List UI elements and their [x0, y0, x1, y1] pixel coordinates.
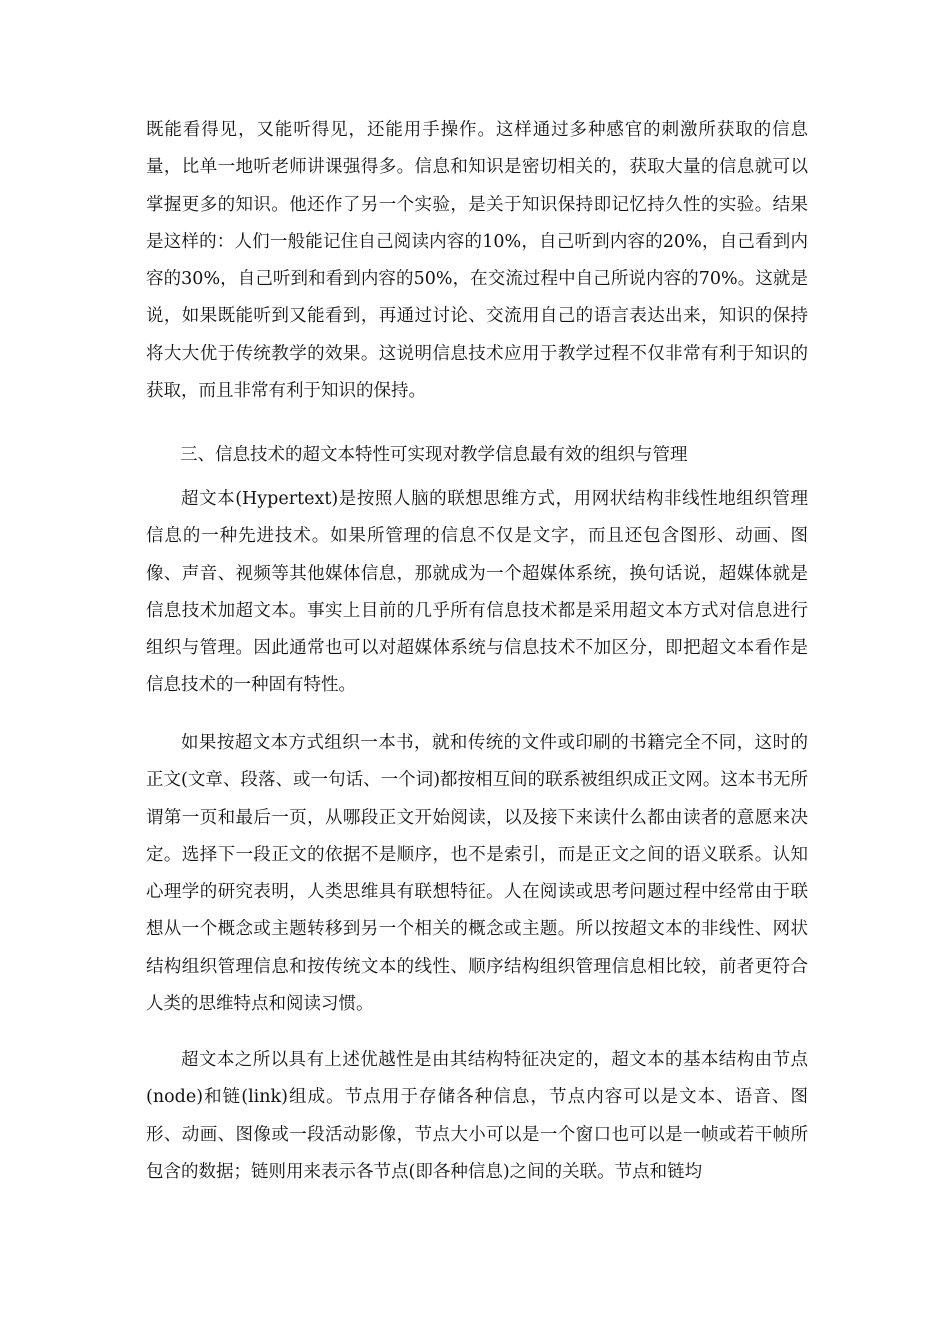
- body-paragraph-1: 既能看得见，又能听得见，还能用手操作。这样通过多种感官的刺激所获取的信息量，比单一地听老师讲课强得多。信息和知识是密切相关的，获取大量的信息就可以掌握更多的知识。他还作了另一个实验，是关于知识保持即记忆持久性的实验。结果是这样的：人们一般能记住自己阅读内容的10%，自己听到内容的20%，自己看到内容的30%，自己听到和看到内容的50%，在交流过程中自己所说内容的70%。这就是说，如果既能听到又能看到，再通过讨论、交流用自己的语言表达出来，知识的保持将大大优于传统教学的效果。这说明信息技术应用于教学过程不仅非常有利于知识的获取，而且非常有利于知识的保持。: [146, 120, 808, 402]
- body-paragraph-2: 超文本(Hypertext)是按照人脑的联想思维方式，用网状结构非线性地组织管理信息的一种先进技术。如果所管理的信息不仅是文字，而且还包含图形、动画、图像、声音、视频等其他媒体信息，那就成为一个超媒体系统，换句话说，超媒体就是信息技术加超文本。事实上目前的几乎所有信息技术都是采用超文本方式对信息进行组织与管理。因此通常也可以对超媒体系统与信息技术不加区分，即把超文本看作是信息技术的一种固有特性。: [146, 489, 808, 696]
- body-paragraph-3: 如果按超文本方式组织一本书，就和传统的文件或印刷的书籍完全不同，这时的正文(文章、段落、或一句话、一个词)都按相互间的联系被组织成正文网。这本书无所谓第一页和最后一页，从哪段正文开始阅读，以及接下来读什么都由读者的意愿来决定。选择下一段正文的依据不是顺序，也不是索引，而是正文之间的语义联系。认知心理学的研究表明，人类思维具有联想特征。人在阅读或思考问题过程中经常由于联想从一个概念或主题转移到另一个相关的概念或主题。所以按超文本的非线性、网状结构组织管理信息和按传统文本的线性、顺序结构组织管理信息相比较，前者更符合人类的思维特点和阅读习惯。: [146, 733, 808, 1015]
- body-paragraph-4: 超文本之所以具有上述优越性是由其结构特征决定的，超文本的基本结构由节点(node)和链(link)组成。节点用于存储各种信息，节点内容可以是文本、语音、图形、动画、图像或一段活动影像，节点大小可以是一个窗口也可以是一帧或若干帧所包含的数据；链则用来表示各节点(即各种信息)之间的关联。节点和链均: [146, 1050, 808, 1182]
- section-heading: 三、信息技术的超文本特性可实现对教学信息最有效的组织与管理: [180, 445, 688, 465]
